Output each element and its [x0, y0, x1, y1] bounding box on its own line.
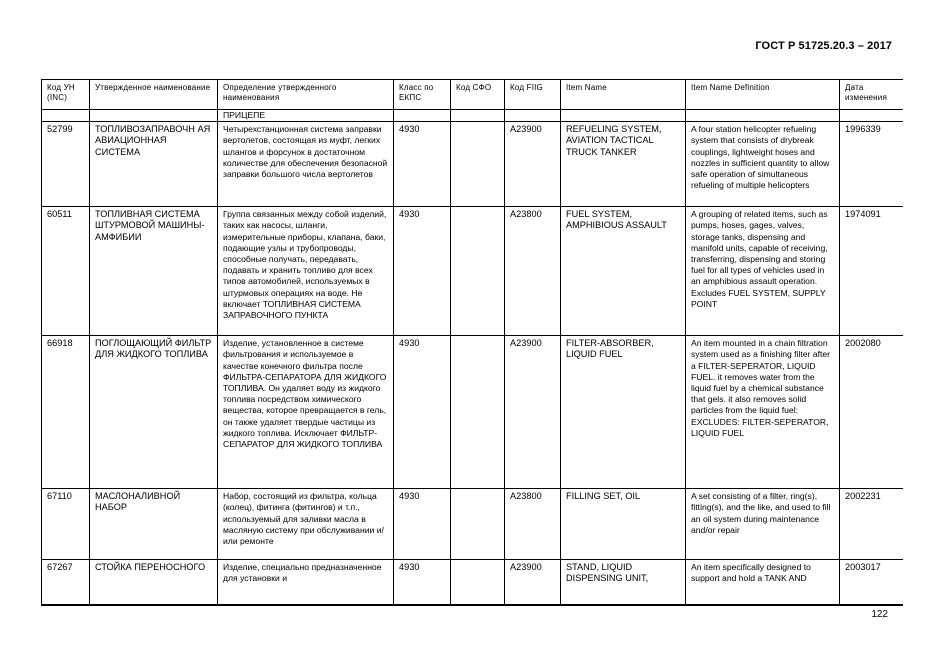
cell-item-name: STAND, LIQUID DISPENSING UNIT, — [561, 560, 686, 605]
table-row — [42, 207, 904, 336]
table-container — [41, 79, 903, 606]
cell-class: 4930 — [394, 336, 451, 489]
document-standard-header: ГОСТ Р 51725.20.3 – 2017 — [755, 40, 892, 52]
cell-definition: Четырехстанционная система заправки вертолетов, состоящая из муфт, легких шлангов и форсунок в достаточном количестве для обеспечения безопасной заправки большого числа вертолетов — [218, 122, 394, 207]
cell-approved-name: МАСЛОНАЛИВНОЙ НАБОР — [90, 489, 218, 560]
column-header-sfo: Код СФО — [451, 80, 505, 110]
table-cell — [451, 110, 505, 122]
cell-fiig: A23800 — [505, 207, 561, 336]
cell-fiig: A23900 — [505, 336, 561, 489]
column-header-class: Класс по ЕКПС — [394, 80, 451, 110]
cell-date: 1974091 — [840, 207, 904, 336]
column-header-date: Дата изменения — [840, 80, 904, 110]
cell-sfo — [451, 207, 505, 336]
column-header-fiig: Код FIIG — [505, 80, 561, 110]
cell-item-definition: A grouping of related items, such as pumps, hoses, gages, valves, storage tanks, dispensing and manifold units, capable of receiving, transferring, dispensing and storing fuel for all types of vehicles used in an amphibious assault operation. Excludes FUEL SYSTEM, SUPPLY POINT — [686, 207, 840, 336]
table-cell — [90, 110, 218, 122]
table-header-row — [42, 80, 904, 110]
cell-definition: Изделие, установленное в системе фильтрования и используемое в качестве конечного фильтра после ФИЛЬТРА-СЕПАРАТОРА ДЛЯ ЖИДКОГО ТОПЛИВА. Он удаляет воду из жидкого топлива посредством химического вещества, которое превращается в гель, он также удаляет твердые частицы из жидкого топлива. Исключает ФИЛЬТР-СЕПАРАТОР ДЛЯ ЖИДКОГО ТОПЛИВА — [218, 336, 394, 489]
table-cell — [505, 110, 561, 122]
cell-inc: 66918 — [42, 336, 90, 489]
cell-inc: 60511 — [42, 207, 90, 336]
cell-class: 4930 — [394, 560, 451, 605]
cell-approved-name: ТОПЛИВНАЯ СИСТЕМА ШТУРМОВОЙ МАШИНЫ-АМФИБИИ — [90, 207, 218, 336]
table-cell — [394, 110, 451, 122]
cell-class: 4930 — [394, 207, 451, 336]
cell-item-definition: A four station helicopter refueling system that consists of drybreak couplings, lightweight hoses and nozzles in sufficient quantity to allow safe operation of simultaneous refueling of multiple helicopters — [686, 122, 840, 207]
cell-fiig: A23900 — [505, 560, 561, 605]
column-header-inc: Код УН (INC) — [42, 80, 90, 110]
cell-date: 1996339 — [840, 122, 904, 207]
table-cell — [840, 110, 904, 122]
cell-item-name: FUEL SYSTEM, AMPHIBIOUS ASSAULT — [561, 207, 686, 336]
cell-sfo — [451, 560, 505, 605]
cell-approved-name: ТОПЛИВОЗАПРАВОЧН АЯ АВИАЦИОННАЯ СИСТЕМА — [90, 122, 218, 207]
cell-fiig: A23900 — [505, 122, 561, 207]
cell-date: 2003017 — [840, 560, 904, 605]
cell-class: 4930 — [394, 489, 451, 560]
page-number: 122 — [871, 609, 888, 620]
cell-inc: 67110 — [42, 489, 90, 560]
cell-inc: 67267 — [42, 560, 90, 605]
cell-date: 2002231 — [840, 489, 904, 560]
table-cell — [42, 110, 90, 122]
cell-date: 2002080 — [840, 336, 904, 489]
cell-item-name: FILTER-ABSORBER, LIQUID FUEL — [561, 336, 686, 489]
column-header-definition: Определение утвержденного наименования — [218, 80, 394, 110]
cell-item-name: REFUELING SYSTEM, AVIATION TACTICAL TRUCK TANKER — [561, 122, 686, 207]
items-table — [41, 79, 903, 605]
column-header-approved-name: Утвержденное наименование — [90, 80, 218, 110]
table-cell-continuation: ПРИЦЕПЕ — [218, 110, 394, 122]
table-row-continuation — [42, 110, 904, 122]
cell-approved-name: СТОЙКА ПЕРЕНОСНОГО — [90, 560, 218, 605]
cell-definition: Набор, состоящий из фильтра, кольца (колец), фитинга (фитингов) и т.п., используемый для заливки масла в масляную систему при обслуживании и/или ремонте — [218, 489, 394, 560]
table-cell — [561, 110, 686, 122]
cell-item-definition: A set consisting of a filter, ring(s), fitting(s), and the like, and used to fill an oil system during maintenance and/or repair — [686, 489, 840, 560]
cell-sfo — [451, 489, 505, 560]
cell-item-definition: An item specifically designed to support and hold a TANK AND — [686, 560, 840, 605]
table-row — [42, 489, 904, 560]
cell-item-name: FILLING SET, OIL — [561, 489, 686, 560]
cell-sfo — [451, 336, 505, 489]
cell-class: 4930 — [394, 122, 451, 207]
column-header-item-definition: Item Name Definition — [686, 80, 840, 110]
cell-approved-name: ПОГЛОЩАЮЩИЙ ФИЛЬТР ДЛЯ ЖИДКОГО ТОПЛИВА — [90, 336, 218, 489]
table-row — [42, 560, 904, 605]
cell-item-definition: An item mounted in a chain filtration system used as a finishing filter after a FILTER-SEPERATOR, LIQUID FUEL. it removes water from the liquid fuel by a chemical substance that gels. it also removes solid particles from the liquid fuel: EXCLUDES: FILTER-SEPERATOR, LIQUID FUEL — [686, 336, 840, 489]
column-header-item-name: Item Name — [561, 80, 686, 110]
cell-definition: Изделие, специально предназначенное для установки и — [218, 560, 394, 605]
cell-inc: 52799 — [42, 122, 90, 207]
table-row — [42, 122, 904, 207]
cell-definition: Группа связанных между собой изделий, таких как насосы, шланги, измерительные приборы, клапана, баки, подающие узлы и трубопроводы, способные получать, передавать, подавать и хранить топливо для всех типов автомобилей, используемых в штурмовых операциях на воде. Не включает ТОПЛИВНАЯ СИСТЕМА ЗАПРАВОЧНОГО ПУНКТА — [218, 207, 394, 336]
table-row — [42, 336, 904, 489]
table-cell — [686, 110, 840, 122]
cell-fiig: A23800 — [505, 489, 561, 560]
cell-sfo — [451, 122, 505, 207]
